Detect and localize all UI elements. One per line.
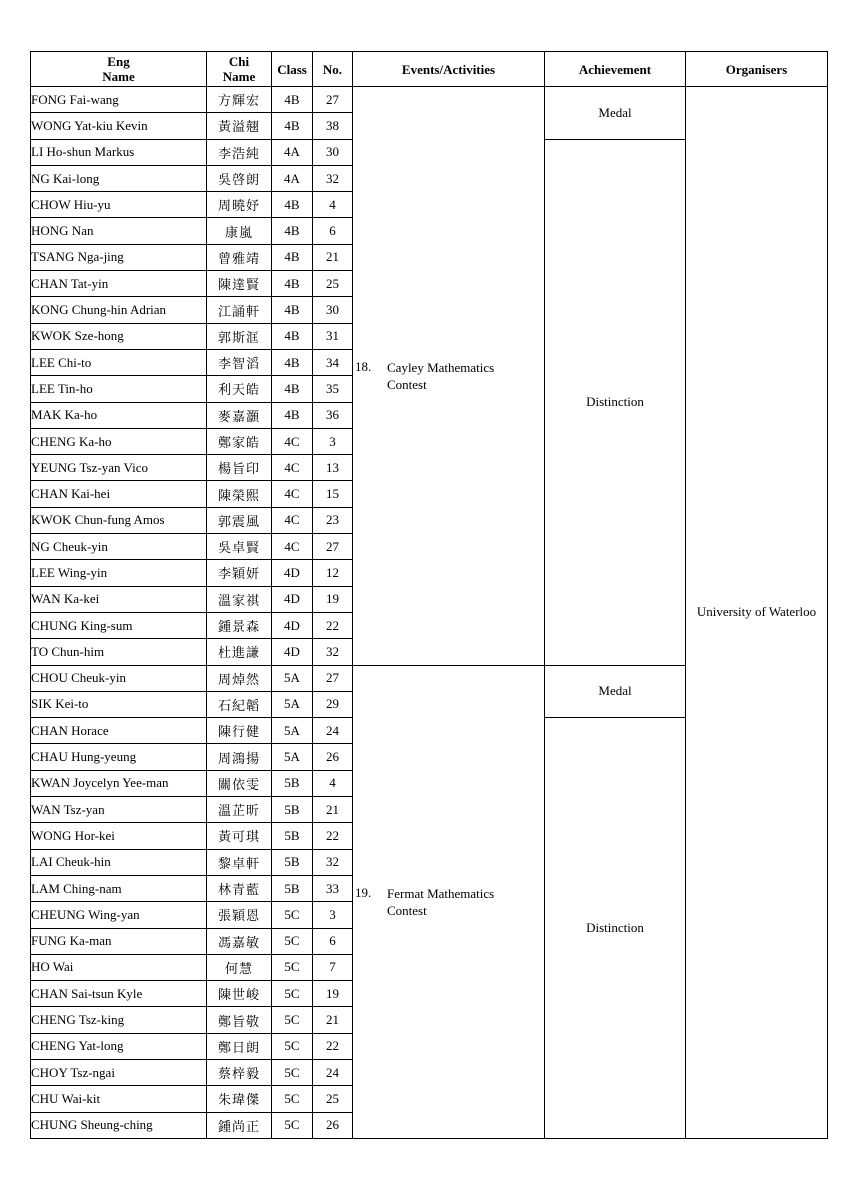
class-cell: 5B bbox=[272, 797, 313, 823]
class-cell: 4C bbox=[272, 507, 313, 533]
chi-name-cell: 林青藍 bbox=[207, 875, 272, 901]
eng-name-cell: CHENG Yat-long bbox=[31, 1033, 207, 1059]
eng-name-cell: CHUNG King-sum bbox=[31, 612, 207, 638]
number-cell: 35 bbox=[313, 376, 353, 402]
header-eng-name bbox=[31, 52, 207, 87]
number-cell: 3 bbox=[313, 902, 353, 928]
chi-name-cell: 江誦軒 bbox=[207, 297, 272, 323]
eng-name-cell: CHAU Hung-yeung bbox=[31, 744, 207, 770]
eng-name-cell: CHAN Tat-yin bbox=[31, 271, 207, 297]
eng-name-cell: KWAN Joycelyn Yee-man bbox=[31, 770, 207, 796]
eng-name-cell: LAI Cheuk-hin bbox=[31, 849, 207, 875]
eng-name-cell: FONG Fai-wang bbox=[31, 87, 207, 113]
eng-name-cell: HO Wai bbox=[31, 954, 207, 980]
chi-name-cell: 吳啓朗 bbox=[207, 165, 272, 191]
number-cell: 6 bbox=[313, 928, 353, 954]
class-cell: 4B bbox=[272, 192, 313, 218]
eng-name-cell: LEE Chi-to bbox=[31, 349, 207, 375]
header-organisers: Organisers bbox=[686, 52, 828, 87]
achievement-cell: Distinction bbox=[545, 139, 686, 665]
number-cell: 4 bbox=[313, 770, 353, 796]
eng-name-cell: LAM Ching-nam bbox=[31, 875, 207, 901]
chi-name-cell: 李智滔 bbox=[207, 349, 272, 375]
chi-name-cell: 馮嘉敏 bbox=[207, 928, 272, 954]
number-cell: 13 bbox=[313, 455, 353, 481]
number-cell: 25 bbox=[313, 1086, 353, 1112]
event-name: Cayley Mathematics Contest bbox=[387, 359, 495, 392]
chi-name-cell: 朱瑋傑 bbox=[207, 1086, 272, 1112]
chi-name-cell: 溫家祺 bbox=[207, 586, 272, 612]
eng-name-cell: KWOK Chun-fung Amos bbox=[31, 507, 207, 533]
class-cell: 4D bbox=[272, 612, 313, 638]
header-no: No. bbox=[313, 52, 353, 87]
eng-name-cell: CHU Wai-kit bbox=[31, 1086, 207, 1112]
chi-name-cell: 麥嘉灝 bbox=[207, 402, 272, 428]
eng-name-cell: CHOW Hiu-yu bbox=[31, 192, 207, 218]
chi-name-cell: 何慧 bbox=[207, 954, 272, 980]
eng-name-cell: CHOU Cheuk-yin bbox=[31, 665, 207, 691]
number-cell: 6 bbox=[313, 218, 353, 244]
chi-name-cell: 楊旨印 bbox=[207, 455, 272, 481]
chi-name-cell: 康嵐 bbox=[207, 218, 272, 244]
number-cell: 22 bbox=[313, 823, 353, 849]
number-cell: 29 bbox=[313, 691, 353, 717]
table-header bbox=[31, 52, 828, 87]
number-cell: 27 bbox=[313, 534, 353, 560]
eng-name-cell: CHUNG Sheung-ching bbox=[31, 1112, 207, 1138]
chi-name-cell: 溫芷昕 bbox=[207, 797, 272, 823]
number-cell: 33 bbox=[313, 875, 353, 901]
class-cell: 5B bbox=[272, 875, 313, 901]
class-cell: 4D bbox=[272, 586, 313, 612]
class-cell: 4B bbox=[272, 349, 313, 375]
chi-name-cell: 陳行健 bbox=[207, 718, 272, 744]
chi-name-cell: 黃溢翹 bbox=[207, 113, 272, 139]
eng-name-cell: CHEUNG Wing-yan bbox=[31, 902, 207, 928]
class-cell: 5A bbox=[272, 691, 313, 717]
header-class: Class bbox=[272, 52, 313, 87]
table-row bbox=[31, 87, 828, 113]
eng-name-cell: HONG Nan bbox=[31, 218, 207, 244]
number-cell: 21 bbox=[313, 1007, 353, 1033]
chi-name-cell: 黎卓軒 bbox=[207, 849, 272, 875]
class-cell: 5C bbox=[272, 1112, 313, 1138]
eng-name-cell: TSANG Nga-jing bbox=[31, 244, 207, 270]
number-cell: 31 bbox=[313, 323, 353, 349]
number-cell: 32 bbox=[313, 165, 353, 191]
class-cell: 4A bbox=[272, 165, 313, 191]
number-cell: 34 bbox=[313, 349, 353, 375]
header-chi-line1: Chi bbox=[228, 54, 250, 69]
chi-name-cell: 陳榮熙 bbox=[207, 481, 272, 507]
class-cell: 5C bbox=[272, 1086, 313, 1112]
eng-name-cell: LEE Tin-ho bbox=[31, 376, 207, 402]
number-cell: 3 bbox=[313, 428, 353, 454]
class-cell: 4B bbox=[272, 297, 313, 323]
eng-name-cell: SIK Kei-to bbox=[31, 691, 207, 717]
eng-name-cell: KWOK Sze-hong bbox=[31, 323, 207, 349]
number-cell: 26 bbox=[313, 744, 353, 770]
chi-name-cell: 蔡梓毅 bbox=[207, 1059, 272, 1085]
organiser-cell: University of Waterloo bbox=[686, 87, 828, 1139]
achievement-cell: Distinction bbox=[545, 718, 686, 1139]
eng-name-cell: CHAN Horace bbox=[31, 718, 207, 744]
class-cell: 5C bbox=[272, 1059, 313, 1085]
eng-name-cell: CHENG Ka-ho bbox=[31, 428, 207, 454]
eng-name-cell: LEE Wing-yin bbox=[31, 560, 207, 586]
class-cell: 4C bbox=[272, 455, 313, 481]
eng-name-cell: CHAN Kai-hei bbox=[31, 481, 207, 507]
number-cell: 25 bbox=[313, 271, 353, 297]
class-cell: 4B bbox=[272, 323, 313, 349]
class-cell: 5C bbox=[272, 1033, 313, 1059]
chi-name-cell: 鄭旨敬 bbox=[207, 1007, 272, 1033]
chi-name-cell: 郭震風 bbox=[207, 507, 272, 533]
number-cell: 38 bbox=[313, 113, 353, 139]
class-cell: 4C bbox=[272, 428, 313, 454]
event-name: Fermat Mathematics Contest bbox=[387, 885, 495, 918]
number-cell: 21 bbox=[313, 244, 353, 270]
class-cell: 5A bbox=[272, 665, 313, 691]
awards-table bbox=[30, 51, 828, 1139]
event-entry bbox=[353, 359, 544, 393]
number-cell: 32 bbox=[313, 639, 353, 665]
event-cell bbox=[353, 87, 545, 666]
eng-name-cell: NG Cheuk-yin bbox=[31, 534, 207, 560]
number-cell: 24 bbox=[313, 718, 353, 744]
number-cell: 27 bbox=[313, 87, 353, 113]
chi-name-cell: 陳達賢 bbox=[207, 271, 272, 297]
number-cell: 15 bbox=[313, 481, 353, 507]
number-cell: 23 bbox=[313, 507, 353, 533]
chi-name-cell: 方輝宏 bbox=[207, 87, 272, 113]
event-entry bbox=[353, 885, 544, 919]
class-cell: 5B bbox=[272, 770, 313, 796]
eng-name-cell: FUNG Ka-man bbox=[31, 928, 207, 954]
eng-name-cell: KONG Chung-hin Adrian bbox=[31, 297, 207, 323]
chi-name-cell: 鄭家皓 bbox=[207, 428, 272, 454]
eng-name-cell: WONG Hor-kei bbox=[31, 823, 207, 849]
chi-name-cell: 吳卓賢 bbox=[207, 534, 272, 560]
class-cell: 5B bbox=[272, 849, 313, 875]
chi-name-cell: 郭斯洭 bbox=[207, 323, 272, 349]
number-cell: 19 bbox=[313, 586, 353, 612]
number-cell: 36 bbox=[313, 402, 353, 428]
eng-name-cell: YEUNG Tsz-yan Vico bbox=[31, 455, 207, 481]
event-number: 19. bbox=[355, 884, 372, 900]
number-cell: 24 bbox=[313, 1059, 353, 1085]
achievement-cell: Medal bbox=[545, 665, 686, 718]
class-cell: 4B bbox=[272, 218, 313, 244]
chi-name-cell: 黃可琪 bbox=[207, 823, 272, 849]
chi-name-cell: 曾雅靖 bbox=[207, 244, 272, 270]
event-cell bbox=[353, 665, 545, 1138]
number-cell: 4 bbox=[313, 192, 353, 218]
chi-name-cell: 鍾景森 bbox=[207, 612, 272, 638]
chi-name-cell: 周焯然 bbox=[207, 665, 272, 691]
number-cell: 22 bbox=[313, 612, 353, 638]
class-cell: 5C bbox=[272, 902, 313, 928]
chi-name-cell: 鍾尚正 bbox=[207, 1112, 272, 1138]
class-cell: 4B bbox=[272, 402, 313, 428]
chi-name-cell: 李浩純 bbox=[207, 139, 272, 165]
header-eng-line2: Name bbox=[102, 69, 135, 84]
header-events: Events/Activities bbox=[353, 52, 545, 87]
eng-name-cell: MAK Ka-ho bbox=[31, 402, 207, 428]
eng-name-cell: NG Kai-long bbox=[31, 165, 207, 191]
table-body bbox=[31, 87, 828, 1139]
number-cell: 19 bbox=[313, 981, 353, 1007]
eng-name-cell: WONG Yat-kiu Kevin bbox=[31, 113, 207, 139]
class-cell: 4C bbox=[272, 534, 313, 560]
class-cell: 5C bbox=[272, 954, 313, 980]
header-chi-name bbox=[207, 52, 272, 87]
class-cell: 5A bbox=[272, 718, 313, 744]
eng-name-cell: TO Chun-him bbox=[31, 639, 207, 665]
class-cell: 4B bbox=[272, 113, 313, 139]
class-cell: 5C bbox=[272, 928, 313, 954]
class-cell: 4B bbox=[272, 87, 313, 113]
number-cell: 12 bbox=[313, 560, 353, 586]
number-cell: 30 bbox=[313, 139, 353, 165]
chi-name-cell: 張穎恩 bbox=[207, 902, 272, 928]
number-cell: 27 bbox=[313, 665, 353, 691]
class-cell: 4B bbox=[272, 376, 313, 402]
achievement-cell: Medal bbox=[545, 87, 686, 140]
number-cell: 21 bbox=[313, 797, 353, 823]
chi-name-cell: 石紀韜 bbox=[207, 691, 272, 717]
class-cell: 4D bbox=[272, 560, 313, 586]
class-cell: 4B bbox=[272, 271, 313, 297]
chi-name-cell: 利天皓 bbox=[207, 376, 272, 402]
header-achievement: Achievement bbox=[545, 52, 686, 87]
chi-name-cell: 李穎妍 bbox=[207, 560, 272, 586]
class-cell: 4D bbox=[272, 639, 313, 665]
class-cell: 4A bbox=[272, 139, 313, 165]
chi-name-cell: 鄭日朗 bbox=[207, 1033, 272, 1059]
class-cell: 5C bbox=[272, 981, 313, 1007]
eng-name-cell: CHENG Tsz-king bbox=[31, 1007, 207, 1033]
event-number: 18. bbox=[355, 358, 372, 374]
number-cell: 30 bbox=[313, 297, 353, 323]
number-cell: 26 bbox=[313, 1112, 353, 1138]
eng-name-cell: LI Ho-shun Markus bbox=[31, 139, 207, 165]
class-cell: 5C bbox=[272, 1007, 313, 1033]
eng-name-cell: CHOY Tsz-ngai bbox=[31, 1059, 207, 1085]
header-eng-line1: Eng bbox=[107, 54, 130, 69]
chi-name-cell: 關依雯 bbox=[207, 770, 272, 796]
chi-name-cell: 陳世峻 bbox=[207, 981, 272, 1007]
class-cell: 5B bbox=[272, 823, 313, 849]
chi-name-cell: 周曉妤 bbox=[207, 192, 272, 218]
header-row bbox=[31, 52, 828, 87]
number-cell: 22 bbox=[313, 1033, 353, 1059]
chi-name-cell: 杜進謙 bbox=[207, 639, 272, 665]
number-cell: 32 bbox=[313, 849, 353, 875]
number-cell: 7 bbox=[313, 954, 353, 980]
eng-name-cell: CHAN Sai-tsun Kyle bbox=[31, 981, 207, 1007]
class-cell: 5A bbox=[272, 744, 313, 770]
eng-name-cell: WAN Ka-kei bbox=[31, 586, 207, 612]
eng-name-cell: WAN Tsz-yan bbox=[31, 797, 207, 823]
class-cell: 4B bbox=[272, 244, 313, 270]
chi-name-cell: 周鴻揚 bbox=[207, 744, 272, 770]
header-chi-line2: Name bbox=[222, 69, 256, 84]
class-cell: 4C bbox=[272, 481, 313, 507]
